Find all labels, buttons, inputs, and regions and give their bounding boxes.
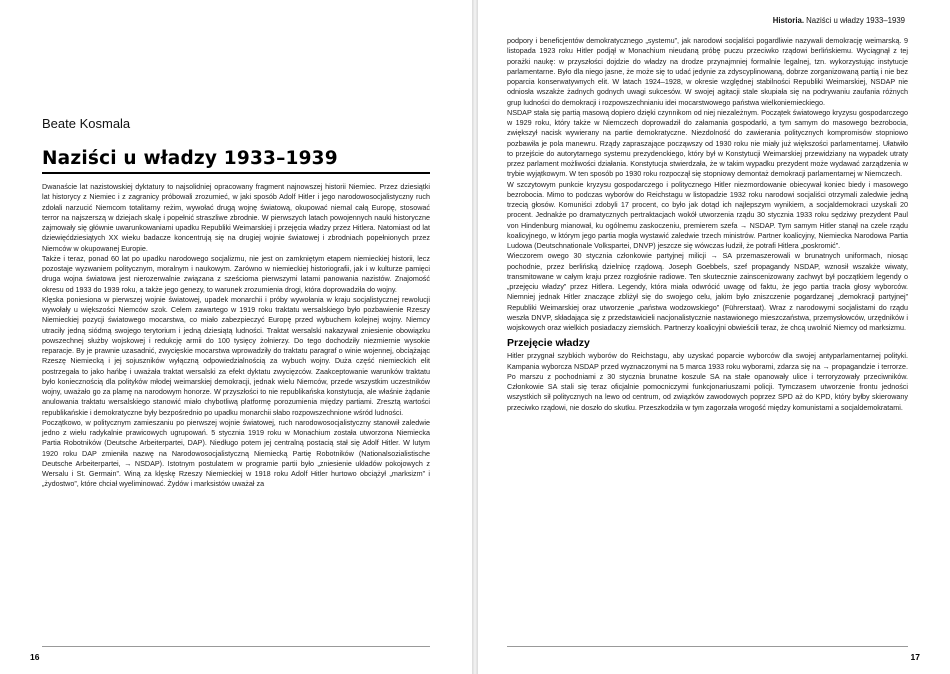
running-head-title: Naziści u władzy 1933–1939 <box>806 16 905 25</box>
paragraph: podpory i beneficjentów demokratycznego „systemu”, jak narodowi socjaliści pogardliwie nazywali demokrację weimarską. 9 listopada 1923 roku Hitler podjął w Monachium nieudaną próbę puczu przeciwko rządowi berlińskiemu. Wyciągnął z tej porażki naukę: w przyszłości dojdzie do władzy na drodze przynajmniej formalnie legalnej, tzn. wykorzystując instytucje parlamentarne. Było dla niego jasne, że może się to udać jedynie za zdyscyplinowaną, dobrze zorganizowaną partią i nie bez poparcia konserwatywnych elit. W latach 1924–1928, w okresie względnej stabilności Republiki Weimarskiej, NSDAP nie odniosła wszakże żadnych godnych uwagi sukcesów. W swojej agitacji stale skupiała się na podrywaniu zaufania różnych grup ludności do demokracji i rozpowszechnianiu idei mocarstwowego państwa wielkoniemieckiego. <box>507 36 908 107</box>
section-heading: Przejęcie władzy <box>507 337 590 350</box>
paragraph: NSDAP stała się partią masową dopiero dzięki czynnikom od niej niezależnym. Początek światowego kryzysu gospodarczego w 1929 roku, który także w Niemczech doprowadził do załamania gospodarki, a tym samym do masowego bezrobocia, zwiększył nacisk wywierany na partie demokratyczne. Niezdolność do zawierania politycznych kompromisów stopniowo pozbawiła je pola manewru. Rządy zapraszające począwszy od 1930 roku nie miały już większości parlamentarnej. Ułatwiło to przejście do autorytarnego systemu prezydenckiego, który był w Konstytucji Weimarskiej przewidziany na wypadek utraty przez parlament możliwości działania. Konstytucja stwierdzała, że w takim wypadku prezydent może wydawać zarządzenia w trybie wyjątkowym. W ten sposób po 1930 roku rozpoczął się stopniowy demontaż demokracji parlamentarnej w Niemczech. <box>507 107 908 179</box>
paragraph: Także i teraz, ponad 60 lat po upadku narodowego socjalizmu, nie jest on zamkniętym etapem niemieckiej historii, lecz pozostaje wyzwaniem politycznym, moralnym i naukowym. Zarówno w niemieckiej historiografii, jak i w kulturze pamięci druga wojna światowa jest nierozerwalnie związana z sześcioma pierwszymi latami panowania nazistów. Znajomość okresu od 1933 do 1939 roku, a także jego genezy, to warunek zrozumienia drogi, która doprowadziła do wojny. <box>42 253 430 294</box>
chapter-title: Naziści u władzy 1933–1939 <box>42 148 338 169</box>
right-page <box>478 0 950 674</box>
paragraph: Wieczorem owego 30 stycznia członkowie partyjnej milicji → SA przemaszerowali w brunatnych uniformach, niosąc pochodnie, przez berlińską dzielnicę rządową. Joseph Goebbels, szef propagandy NSDAP, wznosił wszakże wiwaty, transmitowane w całym kraju przez rozgłośnie radiowe. Ten skutecznie zainscenizowany zachwyt był początkiem legendy o „przejęciu władzy” przez Hitlera. Legendy, która miała odwrócić uwagę od faktu, że jego partia tracła głosy wyborców. Niemniej jednak Hitler znaczące zbliżył się do swojego celu, jakim było zniszczenie pogardzanej „demokracji partyjnej” Republiki Weimarskiej oraz utworzenie „państwa wodzowskiego” (Führerstaat). Wraz z narodowymi socjalistami do rządu weszła DNVP, składająca się z przedstawicieli nacjonalistycznie nastawionego mieszczaństwa, przemysłowców, urzędników i wojskowych oraz wielkich posiadaczy ziemskich. Partnerzy koalicyjni obwieścili teraz, że chcą uwolnić Niemcy od marksizmu. <box>507 251 908 332</box>
left-page <box>0 0 472 674</box>
footer-rule <box>42 646 430 647</box>
paragraph: Początkowo, w politycznym zamieszaniu po pierwszej wojnie światowej, ruch narodowosocjalistyczny stanowił zaledwie jedno z wielu radykalnie prawicowych ugrupowań. 5 stycznia 1919 roku w Monachium została utworzona Niemiecka Partia Robotników (Deutsche Arbeiterpartei, DAP). Niedługo potem jej centralną postacią stał się Adolf Hitler. W lutym 1920 roku DAP zmieniła nazwę na Narodowosocjalistyczną Niemiecką Partię Robotników (Nationalsozialistische Deutsche Arbeiterpartei, → NSDAP). Istotnym postulatem w programie partii było „zniesienie układów pokojowych z Wersalu i St. Germain”. Winą za klęskę Rzeszy Niemieckiej w 1918 roku Adolf Hitler hurtowo obciążył „marksizm” i „żydostwo”, które chciał wyeliminować. Żydów i marksistów uważał za <box>42 417 430 489</box>
left-body-text <box>42 182 430 490</box>
paragraph: Hitler przygnał szybkich wyborów do Reichstagu, aby uzyskać poparcie wyborców dla swojej antyparlamentarnej polityki. Kampania wyborcza NSDAP przed wyznaczonymi na 5 marca 1933 roku wyborami, zdarza się na → propagandzie i terrorze. Po marszu z pochodniami z 30 stycznia brunatne koszule SA na stałe opanowały ulice i terroryzowały przeciwników. Członkowie SA stali się teraz oficjalnie pomocniczymi funkcjonariuszami policji. Tymczasem utworzenie frontu jedności wszystkich sił politycznych na lewo od centrum, od związków zawodowych poprzez SPD aż do KPD, który byłby skierowany przeciwko rządowi, nie doszło do skutku. Przeszkodziła w tym zagorzała wrogość między komunistami a socjaldemokratami. <box>507 351 908 412</box>
right-body-text <box>507 36 908 413</box>
title-underline <box>42 172 430 174</box>
paragraph: Klęska poniesiona w pierwszej wojnie światowej, upadek monarchii i próby wywołania w kraju socjalistycznej rewolucji wywołały u większości Niemców szok. Celem zawartego w 1919 roku traktatu wersalskiego było pozbawienie Rzeszy Niemieckiej pozycji światowego mocarstwa, co miało zabezpieczyć Europę przed wybuchem kolejnej wojny. Niemcy utraciły jedną siódmą swojego terytorium i jedną dziesiątą ludności. Traktat wersalski nakazywał zniesienie obowiązku powszechnej służby wojskowej i redukcję armii do 100 tysięcy żołnierzy. Do tego dochodziły niezmiernie wysokie reparacje. By je prawnie uzasadnić, zwycięskie mocarstwa wprowadziły do traktatu paragraf o winie wojennej, obciążając Rzeszę Niemiecką i jej sojuszników wyłączną odpowiedzialnością za wybuch wojny. Duża część niemieckich elit postrzegała to jako hańbę i uważała traktat wersalski za efekt dyktatu zwycięzców. Zaakceptowanie warunków traktatu było koniecznością dla polityków młodej weimarskiej demokracji, jednak wielu Niemców, przede wszystkim uczestników wojny, uważało go za plamę na narodowym honorze. W przyszłości to nie republikańska konstytucja, ale właśnie żądanie anulowania traktatu wersalskiego stanowić miało chybotliwą platformę porozumienia między partiami. Zresztą wartości republikańskie i demokratyczne były bezpośrednio po upadku monarchii słabo rozpowszechnione wśród ludności. <box>42 294 430 417</box>
running-head <box>773 16 905 25</box>
running-head-section: Historia. <box>772 16 804 25</box>
page-number-right: 17 <box>910 652 920 662</box>
paragraph: Dwanaście lat nazistowskiej dyktatury to najsolidniej opracowany fragment najnowszej historii Niemiec. Przez dziesiątki lat historycy z Niemiec i z zagranicy próbowali zrozumieć, w jaki sposób Adolf Hitler i jego narodowosocjalistyczny ruch zdołali narzucić Niemcom totalitarny reżim, wywołać drugą wojnę światową, okupować niemal całą Europę, stosować terror na najszerszą w dziejach skalę i popełnić straszliwe zbrodnie. W pierwszych latach powojennych nauki historyczne zajmowały się głównie uwarunkowaniami upadku Republiki Weimarskiej i przejęcia władzy przez Hitlera. Natomiast od lat dziewięćdziesiątych XX wieku badacze koncentrują się na drugiej wojnie światowej i zbrodniach popełnionych przez Niemców w okupowanej Europie. <box>42 182 430 253</box>
author-name: Beate Kosmala <box>42 116 131 131</box>
footer-rule <box>507 646 908 647</box>
paragraph: W szczytowym punkcie kryzysu gospodarczego i politycznego Hitler niezmordowanie obiecywał koniec biedy i masowego bezrobocia. Mimo to podczas wyborów do Reichstagu w listopadzie 1932 roku narodowi socjaliści otrzymali zaledwie jedną trzecią głosów. Komuniści zdobyli 17 procent, co było jak dotąd ich najlepszym wynikiem, a socjaldemokraci uzyskali 20 procent. Jednakże po dramatycznych pertraktacjach wokół utworzenia rządu 30 stycznia 1933 roku sędziwy prezydent Paul von Hindenburg mianował, ku ogólnemu zaskoczeniu, premierem szefa → NSDAP. Tym samym Hitler stanął na czele rządu koalicyjnego, w którym jego partia mogła wystawić zaledwie trzech ministrów. Partner koalicyjny, Niemiecka Narodowa Partia Ludowa (Deutschnationale Volkspartei, DNVP) jeszcze się wówczas łudził, że potrafi Hitlera „poskromić”. <box>507 179 908 250</box>
page-number-left: 16 <box>30 652 40 662</box>
